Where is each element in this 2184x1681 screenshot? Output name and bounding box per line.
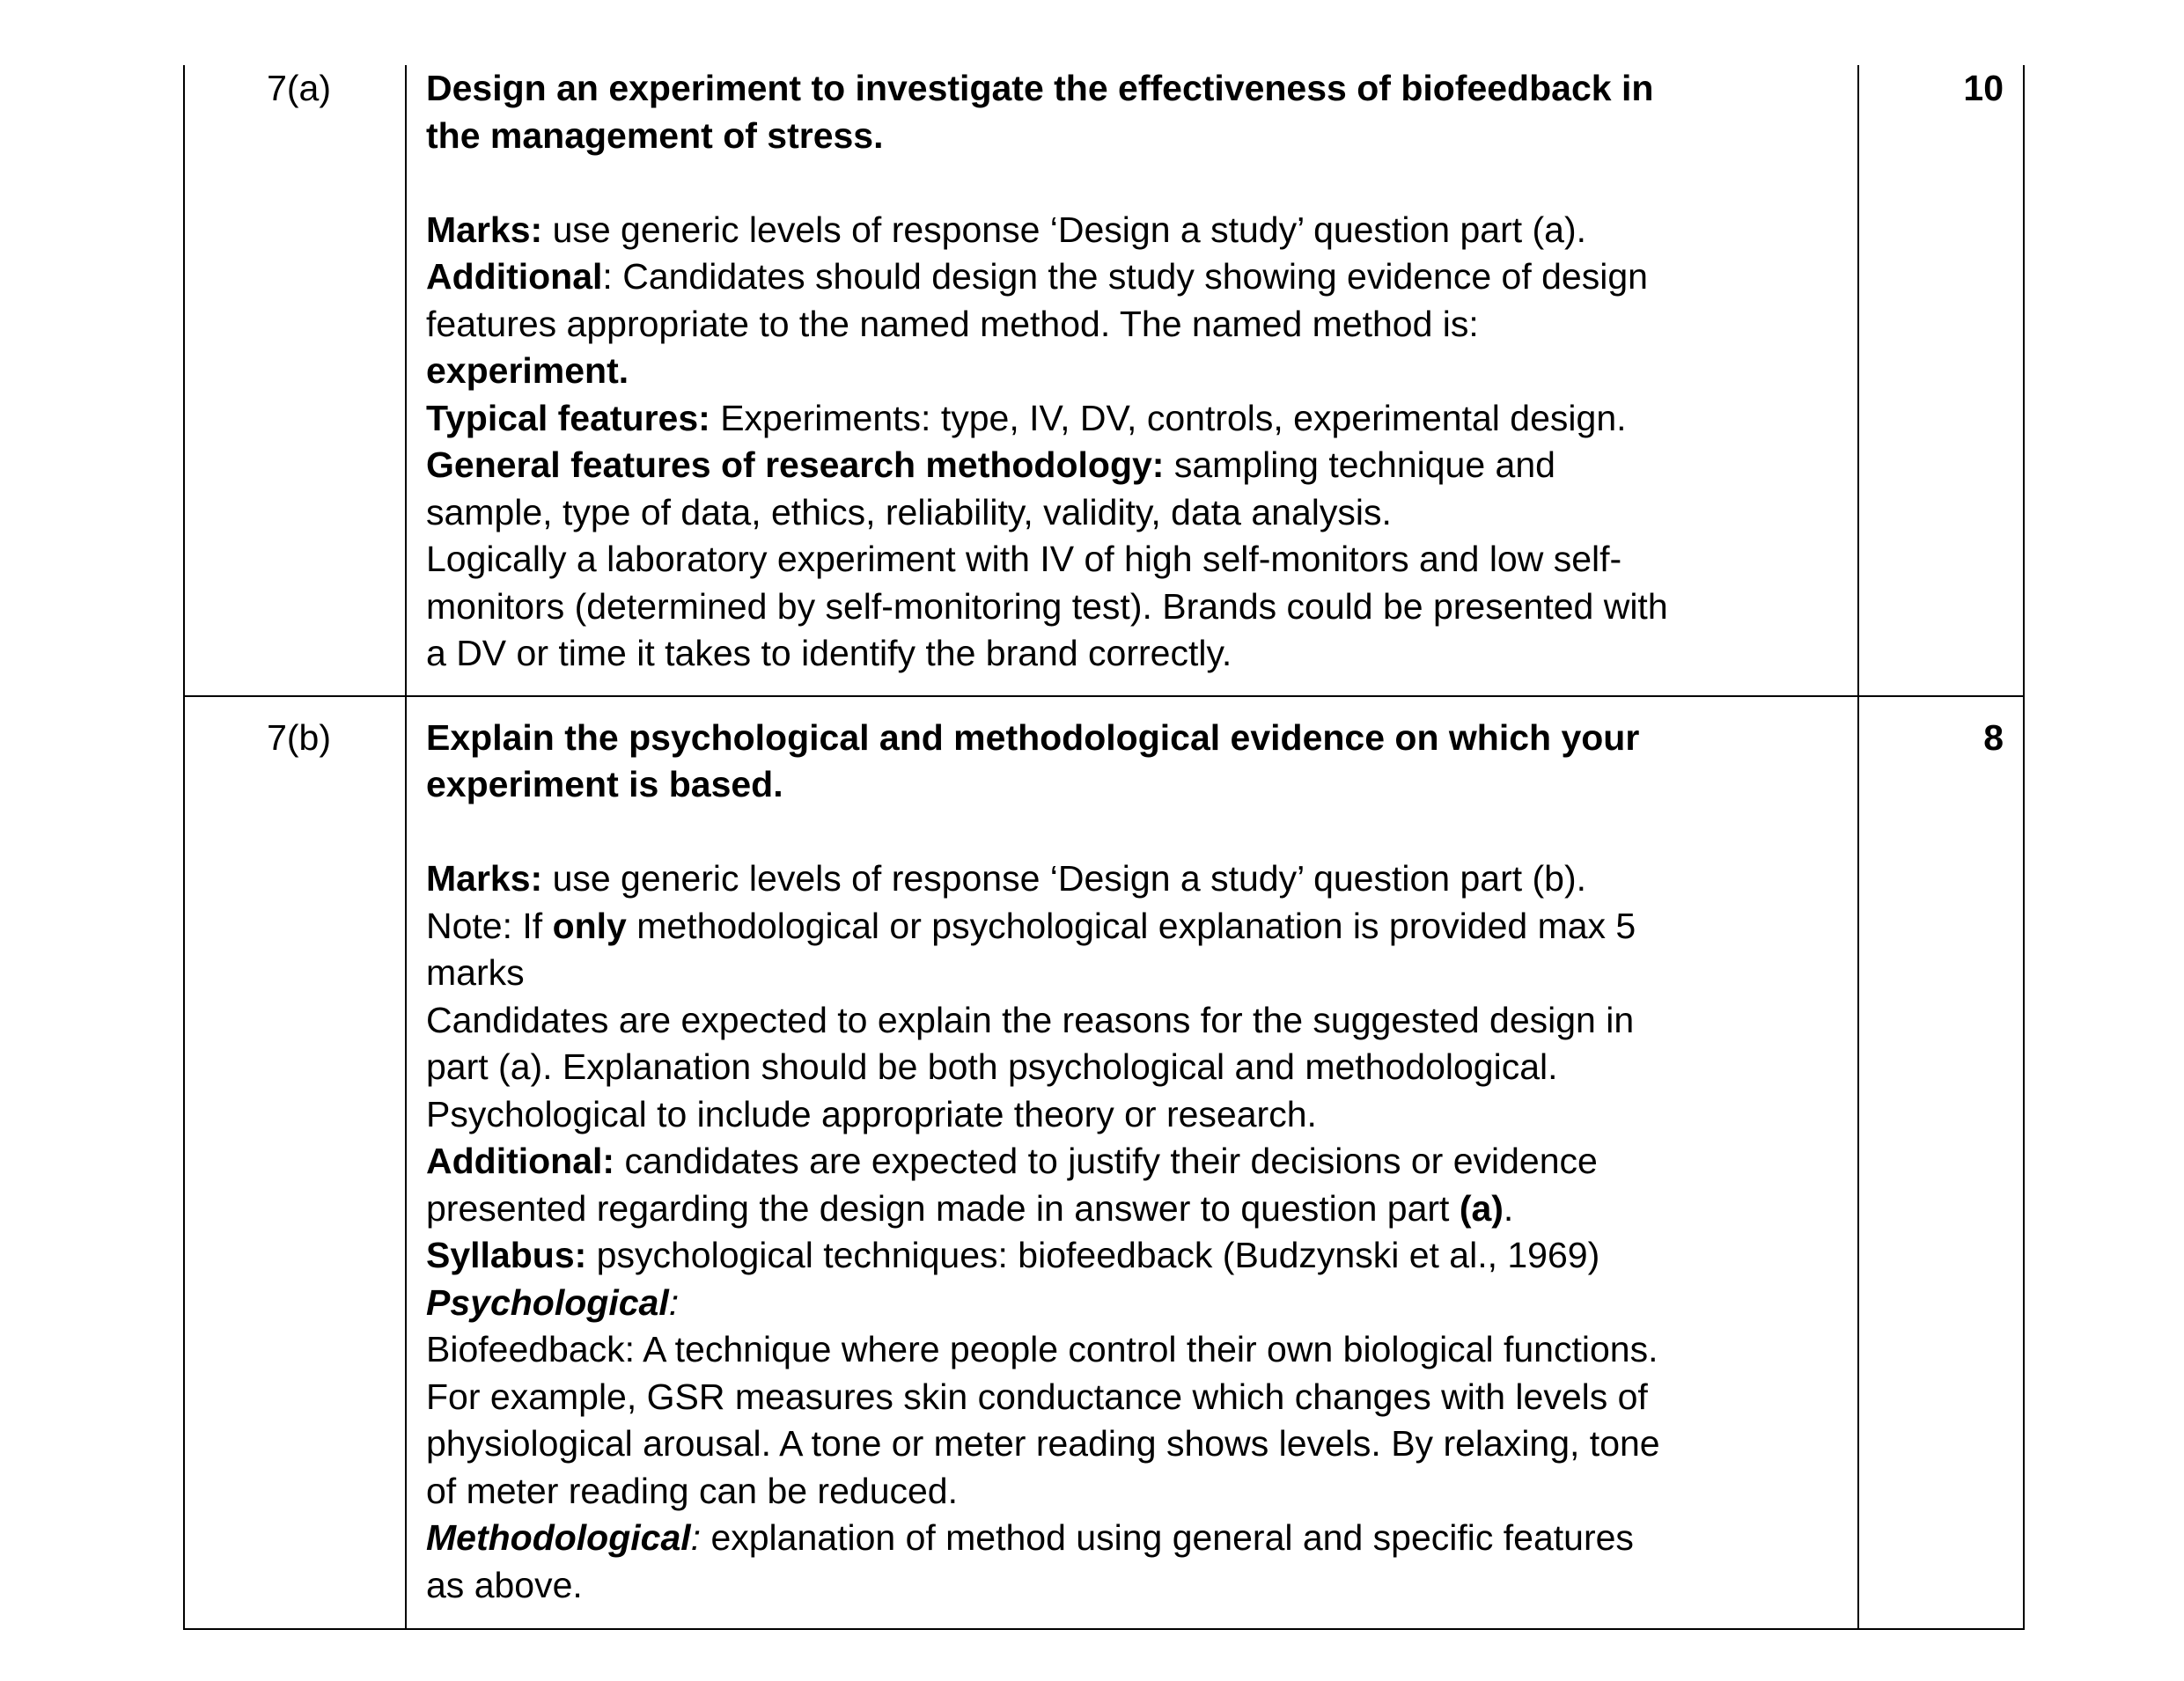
marks-value: 8 bbox=[1983, 716, 2004, 758]
question-number: 7(b) bbox=[185, 697, 407, 1629]
table-row-7b bbox=[183, 697, 2025, 1631]
question-content bbox=[407, 697, 1859, 1629]
guidance-text: Marks: use generic levels of response ‘Design a study’ question part (a). Additional: Candidates should design the study showing evidence of design features appropriate to the named method. The named method is: experiment. Typical features: Experiments: type, IV, DV, controls, experimental design. General features of research methodology: sampling technique and sample, type of data, ethics, reliability, validity, data analysis. Logically a laboratory experiment with IV of high self-monitors and low self- monitors (determined by self-monitoring test). Brands could be presented with a DV or time it takes to identify the brand correctly. bbox=[426, 209, 1668, 673]
marks-value: 10 bbox=[1963, 68, 2004, 108]
question-text: Explain the psychological and methodological evidence on which your experiment is based. bbox=[426, 716, 1640, 804]
mark-scheme-table bbox=[183, 65, 2025, 1630]
guidance-text: Marks: use generic levels of response ‘Design a study’ question part (b). Note: If only methodological or psychological explanation is provided max 5 marks Candidates are expected to explain the reasons for the suggested design in part (a). Explanation should be both psychological and methodological. Psychological to include appropriate theory or research. Additional: candidates are expected to justify their decisions or evidence presented regarding the design made in answer to question part (a). Syllabus: psychological techniques: biofeedback (Budzynski et al., 1969) Psychological: Biofeedback: A technique where people control their own biological functions. For example, GSR measures skin conductance which changes with levels of physiological arousal. A tone or meter reading shows levels. By relaxing, tone of meter reading can be reduced. Methodological: explanation of method using general and specific features as above. bbox=[426, 858, 1660, 1605]
table-row-7a bbox=[183, 65, 2025, 697]
question-content bbox=[407, 65, 1859, 695]
question-text: Design an experiment to investigate the effectiveness of biofeedback in the management of stress. bbox=[426, 68, 1654, 156]
question-number: 7(a) bbox=[185, 65, 407, 695]
